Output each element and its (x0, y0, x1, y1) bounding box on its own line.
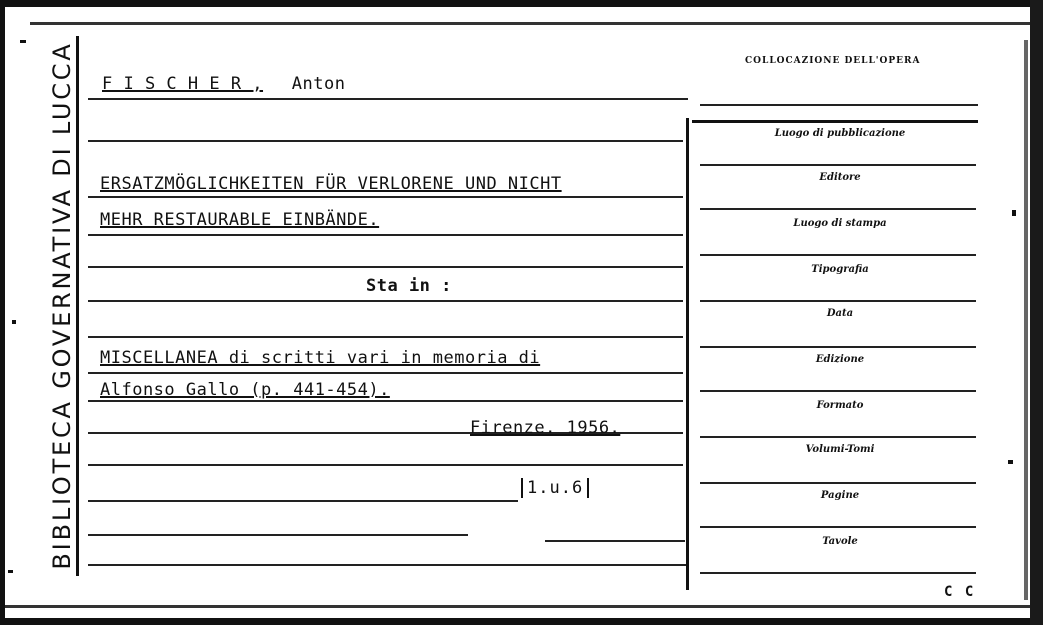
panel-rule (700, 208, 976, 210)
field-volumi-tomi: Volumi-Tomi (805, 444, 875, 455)
title-line-2: MEHR RESTAURABLE EINBÄNDE. (100, 210, 380, 230)
panel-divider (686, 118, 689, 590)
panel-rule (700, 164, 976, 166)
library-side-label: BIBLIOTECA GOVERNATIVA DI LUCCA (48, 41, 76, 570)
panel-rule (700, 254, 976, 256)
panel-rule (700, 482, 976, 484)
title-line-1: ERSATZMÖGLICHKEITEN FÜR VERLORENE UND NICHT (100, 174, 562, 194)
ruled-line (88, 500, 518, 502)
ruled-line (88, 234, 683, 236)
ruled-line (88, 336, 683, 338)
sta-in-label: Sta in : (366, 276, 452, 296)
panel-rule (700, 526, 976, 528)
ruled-line (88, 564, 688, 566)
source-line-2: Alfonso Gallo (p. 441-454). (100, 380, 390, 400)
field-luogo-pubblicazione: Luogo di pubblicazione (774, 128, 906, 139)
ruled-line (88, 140, 683, 142)
author-given-name: Anton (291, 74, 346, 94)
field-edizione: Edizione (815, 354, 865, 365)
panel-rule (700, 436, 976, 438)
left-margin-rule (76, 36, 79, 576)
shelfmark: 1.u.6 (521, 478, 589, 498)
field-data: Data (826, 308, 854, 319)
scan-speck (1012, 210, 1016, 216)
bottom-edge-shadow (0, 618, 1043, 625)
author-surname: F I S C H E R , (102, 74, 264, 94)
ruled-line (88, 196, 683, 198)
ruled-line (88, 400, 683, 402)
panel-rule (692, 120, 978, 123)
panel-rule (700, 300, 976, 302)
field-editore: Editore (819, 172, 861, 183)
field-tipografia: Tipografia (811, 264, 869, 275)
panel-rule (700, 346, 976, 348)
field-formato: Formato (816, 400, 864, 411)
ruled-line (88, 300, 683, 302)
scan-speck (1008, 460, 1013, 464)
scan-speck (12, 320, 16, 324)
top-edge-inner (30, 22, 1043, 25)
imprint-line: Firenze. 1956. (470, 418, 621, 438)
right-edge (1030, 0, 1043, 625)
scan-speck (8, 570, 13, 573)
ruled-line (545, 540, 685, 542)
ruled-line (88, 266, 683, 268)
field-pagine: Pagine (820, 490, 860, 501)
ruled-line (88, 372, 683, 374)
top-edge (0, 0, 1043, 7)
source-line-1: MISCELLANEA di scritti vari in memoria di (100, 348, 541, 368)
author-line (102, 74, 345, 94)
corner-mark: C C (944, 584, 976, 600)
panel-rule (700, 104, 978, 106)
bottom-edge (0, 605, 1043, 608)
scan-speck (20, 40, 26, 43)
ruled-line (88, 534, 468, 536)
field-luogo-stampa: Luogo di stampa (793, 218, 887, 229)
ruled-line (88, 464, 683, 466)
left-edge (0, 0, 5, 625)
field-tavole: Tavole (822, 536, 858, 547)
collocation-title: COLLOCAZIONE DELL'OPERA (745, 56, 921, 66)
ruled-line (88, 98, 688, 100)
panel-rule (700, 572, 976, 574)
right-edge-grain (1024, 40, 1028, 600)
panel-rule (700, 390, 976, 392)
